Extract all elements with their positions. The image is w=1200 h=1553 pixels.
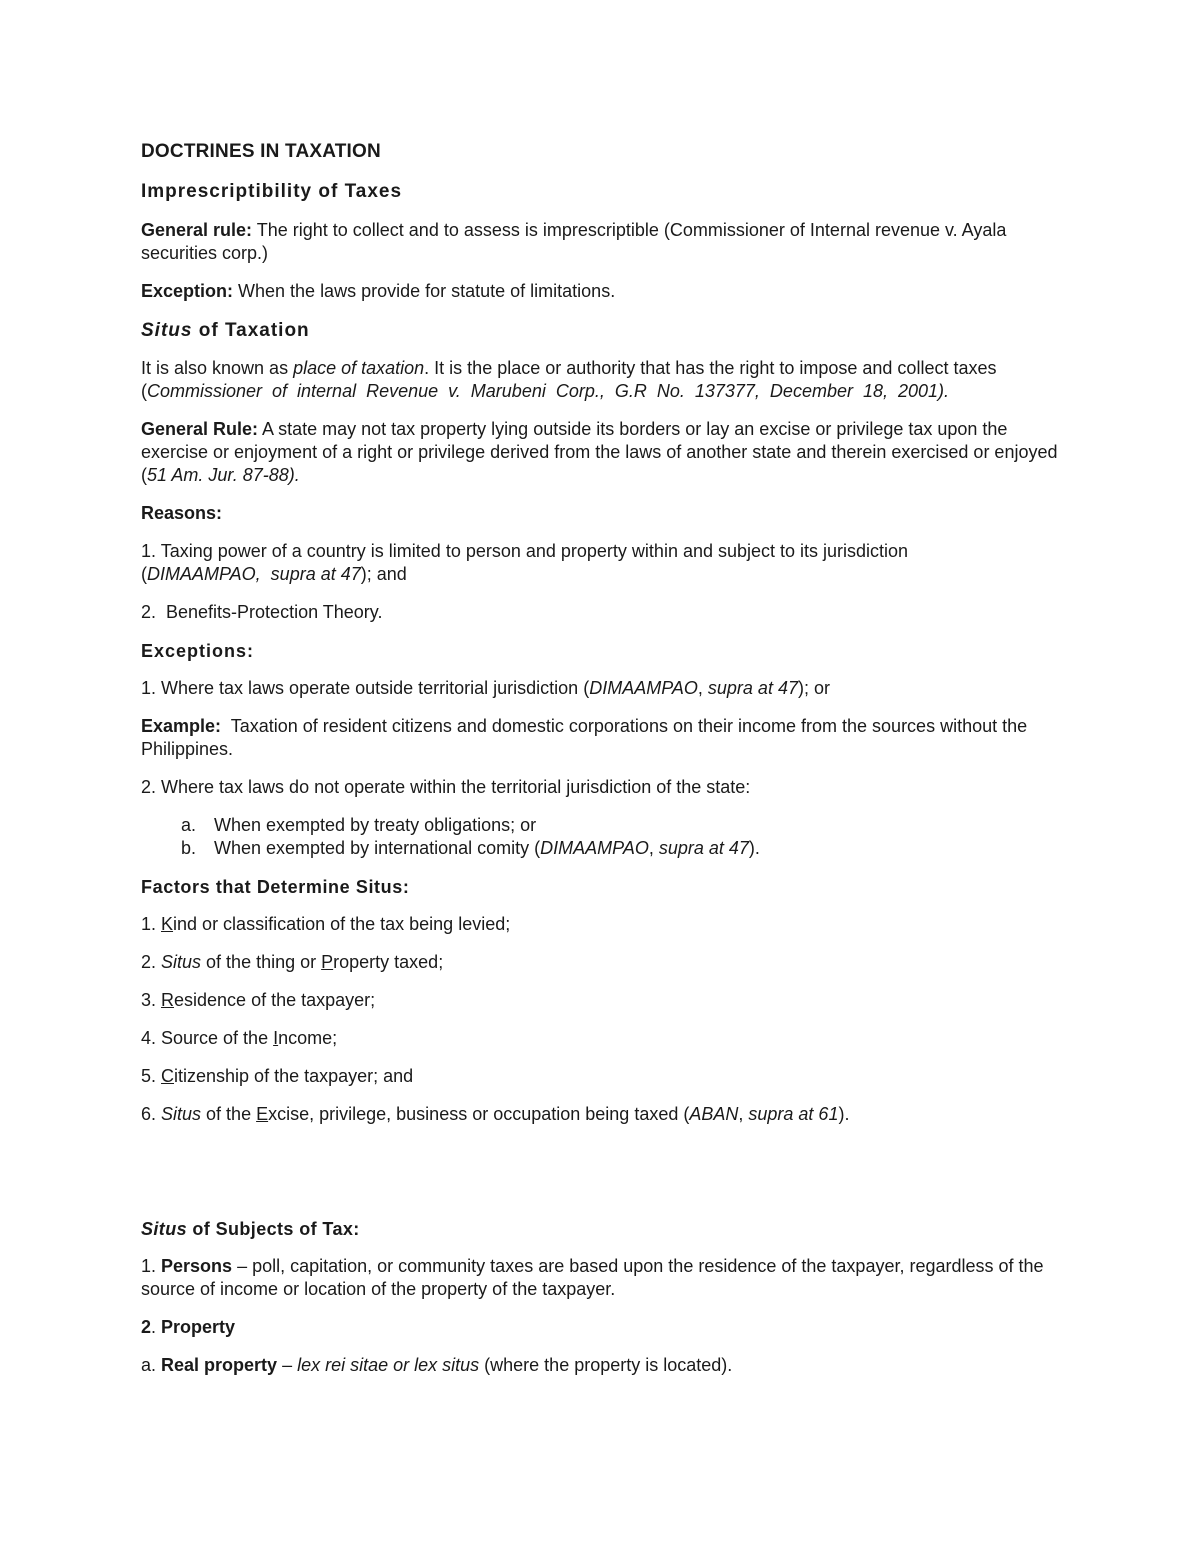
paragraph-general-rule xyxy=(141,219,1061,265)
text-situs-def-c: . It is the place or authority that has the right to impose and collect taxes ( xyxy=(141,358,997,401)
label-exception: Exception: xyxy=(141,281,234,301)
exception-1 xyxy=(141,677,1061,700)
text-factor-5-rest: itizenship of the taxpayer; and xyxy=(174,1066,414,1086)
list-item xyxy=(181,837,1061,860)
citation-exception-1-page: supra at 47 xyxy=(707,678,798,698)
factor-1 xyxy=(141,913,1061,936)
text-exception: When the laws provide for statute of limitations. xyxy=(233,281,616,301)
exception-2-sublist xyxy=(181,814,1061,860)
text-example: Taxation of resident citizens and domestic corporations on their income from the sources without the Philippines. xyxy=(141,716,1033,759)
text-comity-e: ). xyxy=(748,838,760,858)
text-comity-c: , xyxy=(648,838,659,858)
text-property-dot: . xyxy=(151,1317,162,1337)
factor-5 xyxy=(141,1065,1061,1088)
list-item xyxy=(181,814,1061,837)
text-factor-6-italic: Situs xyxy=(161,1104,202,1124)
text-real-property-dash: – xyxy=(277,1355,298,1375)
subject-real-property xyxy=(141,1354,1061,1377)
label-persons: Persons xyxy=(161,1256,233,1276)
text-general-rule: The right to collect and to assess is imprescriptible (Commissioner of Internal revenue v. Ayala securities corp.) xyxy=(141,220,1007,263)
text-factor-1-rest: ind or classification of the tax being levied; xyxy=(173,914,511,934)
citation-comity-author: DIMAAMPAO xyxy=(540,838,649,858)
heading-situs-of-taxation xyxy=(141,320,1061,342)
text-exception-1-e: ); or xyxy=(797,678,830,698)
text-factor-3-num: 3. xyxy=(141,990,162,1010)
text-factor-6-g: ). xyxy=(838,1104,850,1124)
text-factor-2-num: 2. xyxy=(141,952,162,972)
text-factor-2-u: P xyxy=(321,952,334,972)
text-property-num: 2 xyxy=(141,1317,152,1337)
text-factor-6-e: , xyxy=(738,1104,749,1124)
text-situs-def-italic: place of taxation xyxy=(293,358,425,378)
factor-4 xyxy=(141,1027,1061,1050)
heading-situs-rest: of Taxation xyxy=(192,320,310,341)
text-comity-a: When exempted by international comity ( xyxy=(214,838,541,858)
document-title: DOCTRINES IN TAXATION xyxy=(141,141,381,162)
label-example: Example: xyxy=(141,716,222,736)
text-international-comity xyxy=(214,837,760,860)
text-persons-num: 1. xyxy=(141,1256,162,1276)
text-factor-3-u: R xyxy=(161,990,175,1010)
factor-2 xyxy=(141,951,1061,974)
text-factor-5-u: C xyxy=(161,1066,175,1086)
text-real-property-num: a. xyxy=(141,1355,162,1375)
text-factor-5-num: 5. xyxy=(141,1066,162,1086)
heading-factors: Factors that Determine Situs: xyxy=(141,877,410,897)
paragraph-example xyxy=(141,715,1061,761)
factor-3 xyxy=(141,989,1061,1012)
exception-2: 2. Where tax laws do not operate within the territorial jurisdiction of the state: xyxy=(141,777,751,797)
heading-imprescriptibility: Imprescriptibility of Taxes xyxy=(141,181,403,202)
reason-1 xyxy=(141,540,1061,586)
text-treaty-obligations: When exempted by treaty obligations; or xyxy=(214,815,537,835)
text-factor-6-b: of the xyxy=(201,1104,257,1124)
text-factor-1-num: 1. xyxy=(141,914,162,934)
text-factor-3-rest: esidence of the taxpayer; xyxy=(174,990,376,1010)
text-factor-6-u: E xyxy=(256,1104,269,1124)
reason-2: 2. Benefits-Protection Theory. xyxy=(141,602,383,622)
text-situs-def-a: It is also known as xyxy=(141,358,294,378)
label-property: Property xyxy=(161,1317,236,1337)
citation-aban-author: ABAN xyxy=(689,1104,739,1124)
heading-subjects-italic: Situs xyxy=(141,1219,188,1239)
citation-aban-page: supra at 61 xyxy=(748,1104,839,1124)
paragraph-situs-general-rule xyxy=(141,418,1061,487)
citation-marubeni: Commissioner of internal Revenue v. Marubeni Corp., G.R No. 137377, December 18, 2001). xyxy=(147,381,950,401)
text-persons: – poll, capitation, or community taxes are based upon the residence of the taxpayer, regardless of the source of income or location of the property of the taxpayer. xyxy=(141,1256,1044,1299)
label-general-rule: General rule: xyxy=(141,220,253,240)
text-exception-1-a: 1. Where tax laws operate outside territorial jurisdiction ( xyxy=(141,678,590,698)
text-lex-situs: lex rei sitae or lex situs xyxy=(297,1355,480,1375)
text-real-property-rest: (where the property is located). xyxy=(479,1355,733,1375)
citation-reason-1: DIMAAMPAO, supra at 47 xyxy=(147,564,361,584)
heading-subjects-rest: of Subjects of Tax: xyxy=(187,1219,360,1239)
heading-situs-of-subjects xyxy=(141,1219,1061,1240)
text-exception-1-c: , xyxy=(697,678,708,698)
label-reasons: Reasons: xyxy=(141,503,223,523)
heading-situs-italic: Situs xyxy=(141,320,193,341)
paragraph-exception xyxy=(141,280,1061,303)
paragraph-situs-definition xyxy=(141,357,1061,403)
subject-persons xyxy=(141,1255,1061,1301)
text-factor-2-italic: Situs xyxy=(161,952,202,972)
label-situs-general-rule: General Rule: xyxy=(141,419,259,439)
text-situs-general-rule: A state may not tax property lying outside its borders or lay an excise or privilege tax upon the exercise or enjoyment of a right or privilege derived from the laws of another state and therein exercised or enjoyed ( xyxy=(141,419,1058,485)
text-factor-6-c: xcise, privilege, business or occupation being taxed ( xyxy=(268,1104,690,1124)
text-factor-4-a: 4. Source of the xyxy=(141,1028,274,1048)
label-real-property: Real property xyxy=(161,1355,278,1375)
citation-exception-1-author: DIMAAMPAO xyxy=(589,678,698,698)
text-factor-4-rest: ncome; xyxy=(278,1028,338,1048)
text-reason-1-c: ); and xyxy=(360,564,407,584)
heading-exceptions: Exceptions: xyxy=(141,641,255,661)
blank-space xyxy=(141,1141,1061,1219)
factor-6 xyxy=(141,1103,1061,1126)
text-factor-6-num: 6. xyxy=(141,1104,162,1124)
citation-am-jur: 51 Am. Jur. 87-88). xyxy=(147,465,300,485)
text-factor-1-u: K xyxy=(161,914,174,934)
document-page xyxy=(141,141,1061,1392)
text-factor-2-b: of the thing or xyxy=(201,952,322,972)
text-factor-2-rest: roperty taxed; xyxy=(333,952,444,972)
text-factor-4-u: I xyxy=(273,1028,279,1048)
list-marker-a: a. xyxy=(181,815,197,835)
text-reason-1-a: 1. Taxing power of a country is limited to person and property within and subject to its jurisdiction ( xyxy=(141,541,909,584)
subject-property xyxy=(141,1316,1061,1339)
citation-comity-page: supra at 47 xyxy=(658,838,749,858)
list-marker-b: b. xyxy=(181,838,197,858)
